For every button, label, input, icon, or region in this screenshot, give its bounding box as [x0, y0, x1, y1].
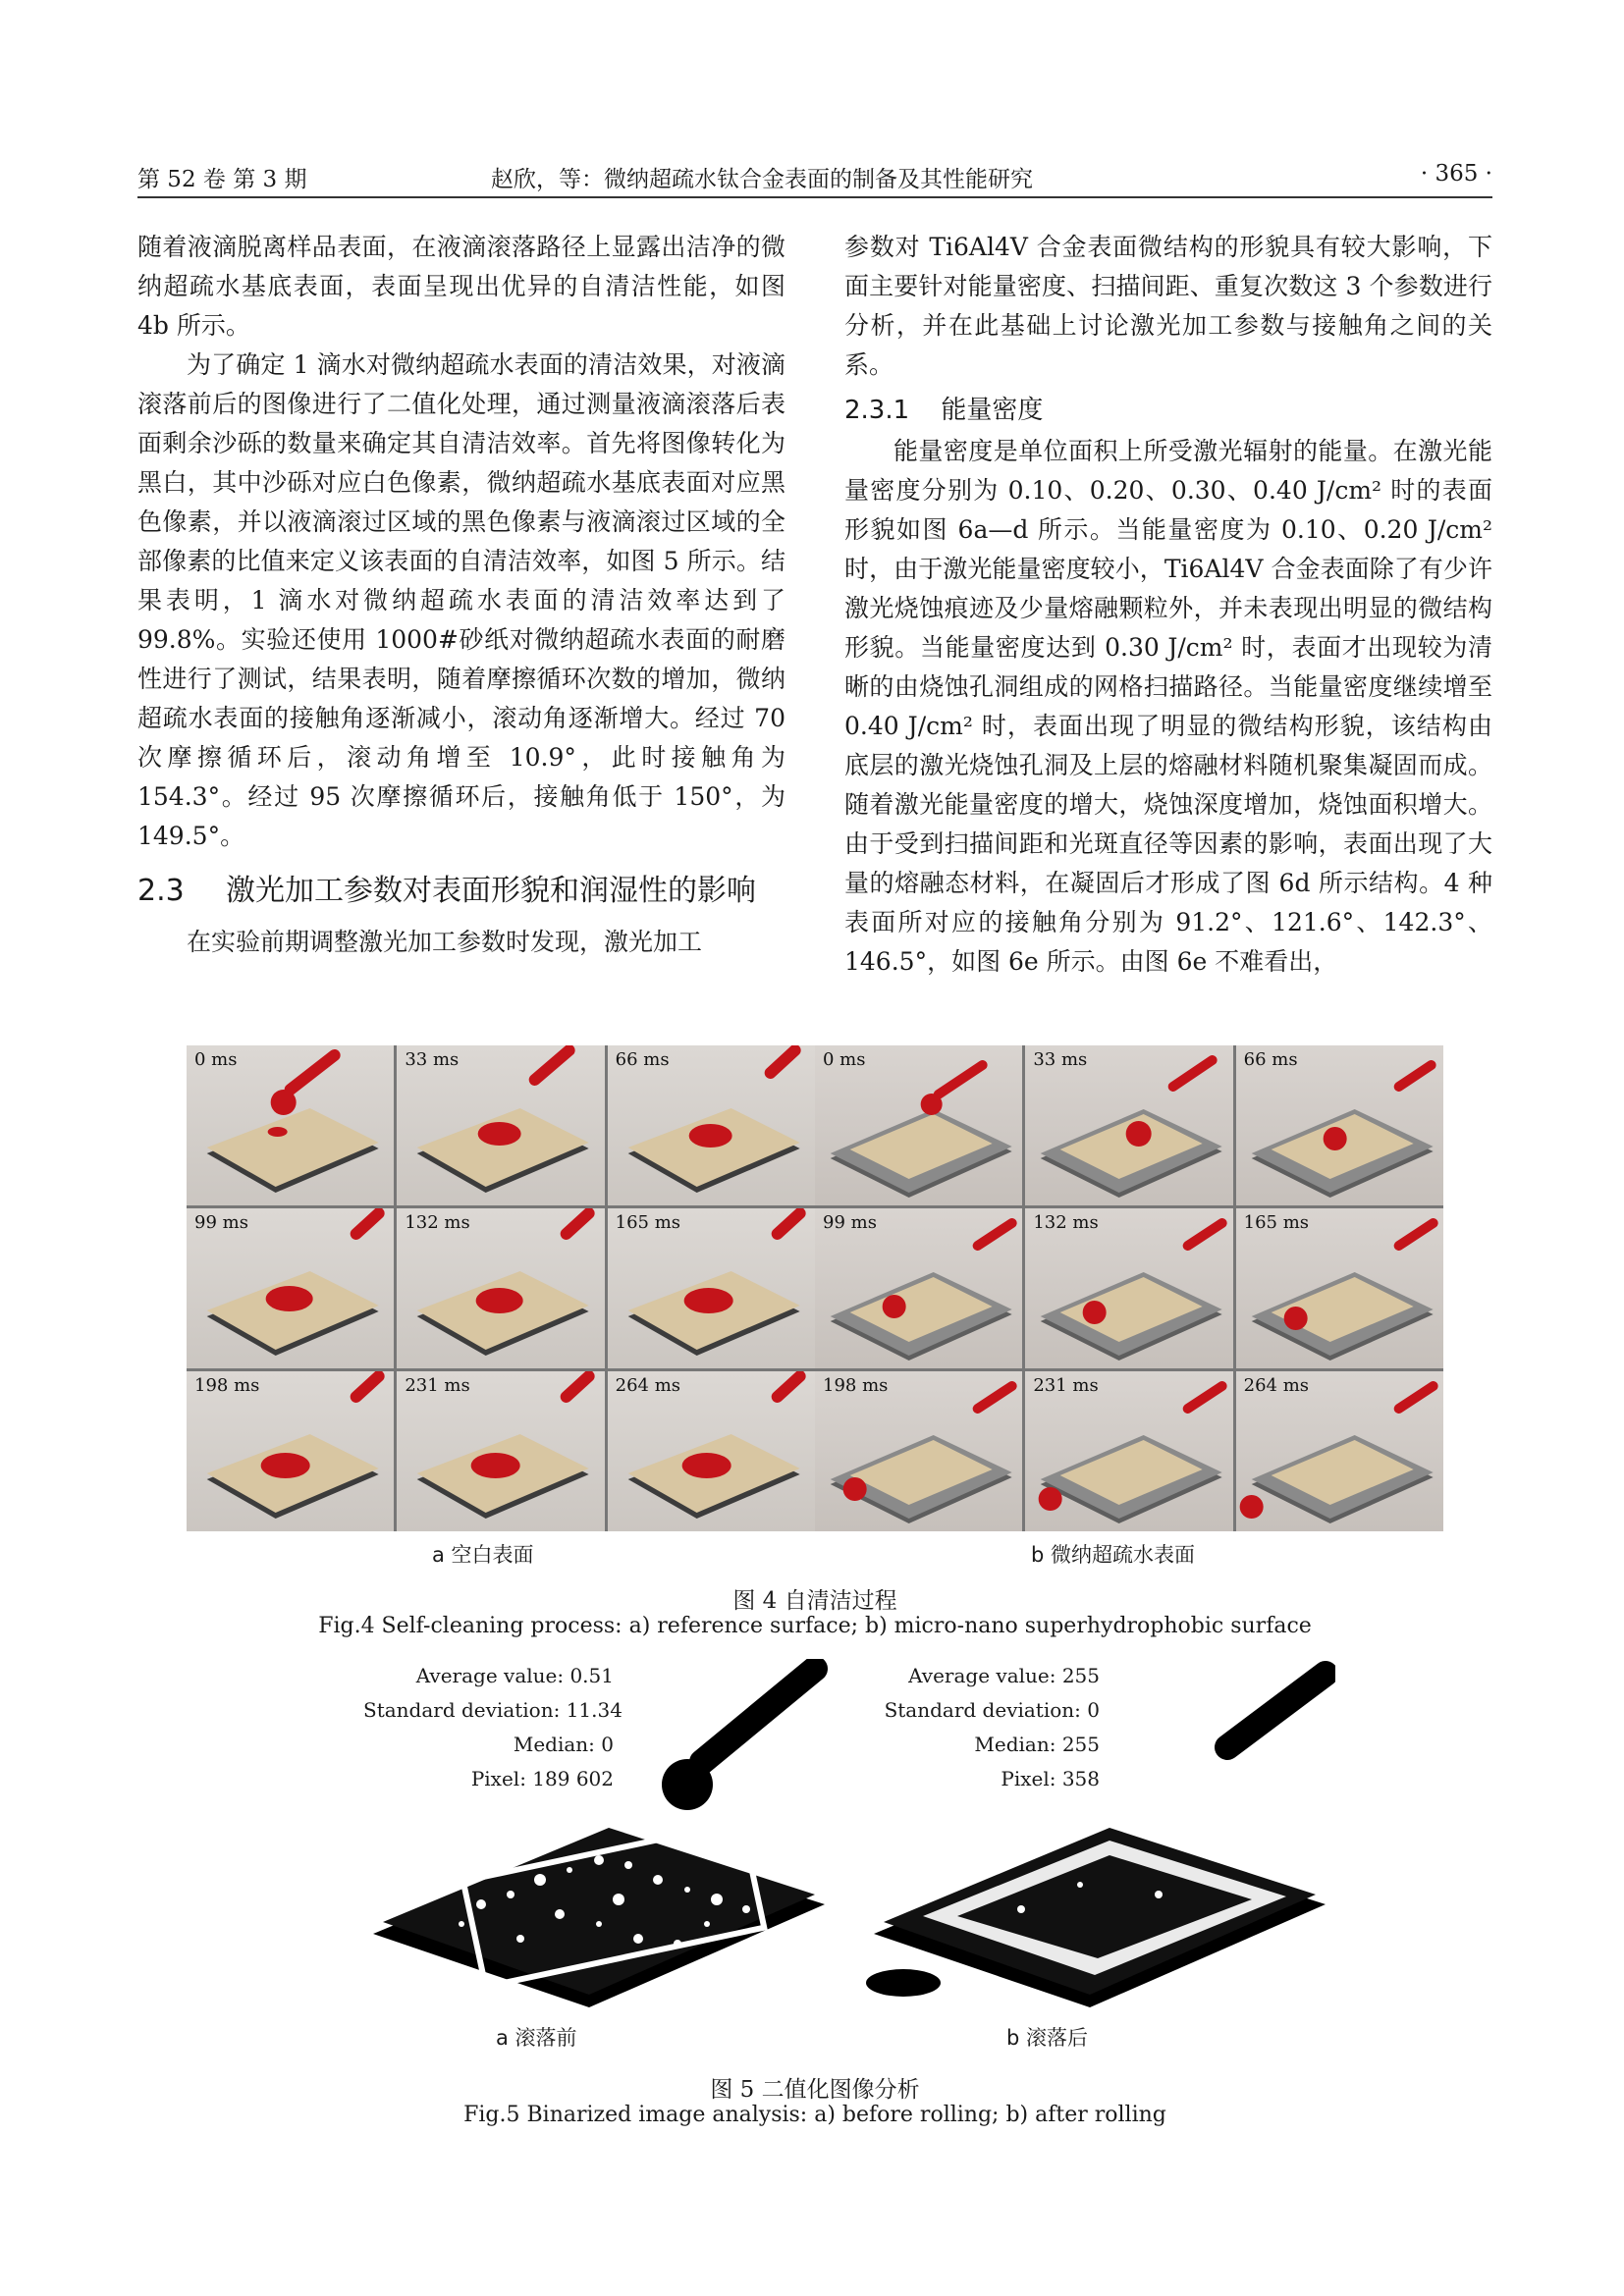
- right-column: [844, 228, 1492, 982]
- paragraph: 参数对 Ti6Al4V 合金表面微结构的形貌具有较大影响，下面主要针对能量密度、扫描间距、重复次数这 3 个参数进行分析，并在此基础上讨论激光加工参数与接触角之间的关系。: [844, 233, 1492, 379]
- section-title: 激光加工参数对表面形貌和润湿性的影响: [226, 874, 756, 908]
- frame-cell: [815, 1208, 1022, 1368]
- fig5-stats-before: [363, 1659, 623, 1796]
- stat-pixel: Pixel: 189 602: [470, 1767, 614, 1790]
- stat-average: Average value: 255: [908, 1664, 1100, 1687]
- time-label: 231 ms: [1033, 1375, 1099, 1396]
- fig4-subcaption-b: b 微纳超疏水表面: [1031, 1543, 1196, 1567]
- time-label: 264 ms: [1243, 1375, 1310, 1396]
- section-heading: [137, 870, 785, 913]
- subsection-heading: [844, 391, 1492, 430]
- time-label: 0 ms: [823, 1049, 866, 1070]
- time-label: 0 ms: [194, 1049, 238, 1070]
- fig5-subcaption-a: a 滚落前: [496, 2026, 577, 2050]
- frame-cell: [1025, 1371, 1232, 1531]
- time-label: 264 ms: [615, 1375, 681, 1396]
- subsection-title: 能量密度: [941, 396, 1044, 425]
- time-label: 165 ms: [615, 1212, 681, 1233]
- time-label: 33 ms: [405, 1049, 460, 1070]
- frame-cell: [397, 1045, 604, 1205]
- frame-cell: [1025, 1208, 1232, 1368]
- time-label: 132 ms: [1033, 1212, 1099, 1233]
- stat-median: Median: 255: [974, 1733, 1100, 1756]
- time-label: 33 ms: [1033, 1049, 1088, 1070]
- header-volume: 第 52 卷 第 3 期: [137, 167, 307, 192]
- frame-cell: [608, 1045, 815, 1205]
- paragraph: 在实验前期调整激光加工参数时发现，激光加工: [187, 928, 703, 956]
- time-label: 99 ms: [194, 1212, 248, 1233]
- time-label: 231 ms: [405, 1375, 470, 1396]
- time-label: 132 ms: [405, 1212, 470, 1233]
- fig4-panel-superhydrophobic: [815, 1045, 1443, 1531]
- header-title: 赵欣，等：微纳超疏水钛合金表面的制备及其性能研究: [491, 167, 1033, 192]
- fig5-subcaption-b: b 滚落后: [1006, 2026, 1089, 2050]
- frame-cell: [397, 1371, 604, 1531]
- frame-cell: [1236, 1371, 1443, 1531]
- fig4-caption-cn: 图 4 自清洁过程: [732, 1588, 897, 1614]
- frame-cell: [187, 1045, 394, 1205]
- frame-cell: [815, 1371, 1022, 1531]
- time-label: 165 ms: [1243, 1212, 1310, 1233]
- frame-cell: [397, 1208, 604, 1368]
- header-page-number: · 365 ·: [1420, 161, 1492, 187]
- paragraph: 为了确定 1 滴水对微纳超疏水表面的清洁效果，对液滴滚落前后的图像进行了二值化处理，通过测量液滴滚落后表面剩余沙砾的数量来确定其自清洁效率。首先将图像转化为黑白，其中沙砾对应白色像素，微纳超疏水基底表面对应黑色像素，并以液滴滚过区域的黑色像素与液滴滚过区域的全部像素的比值来定义该表面的自清洁效率，如图 5 所示。结果表明，1 滴水对微纳超疏水表面的清洁效率达到了 99.8%。实验还使用 1000#砂纸对微纳超疏水表面的耐磨性进行了测试，结果表明，随着摩擦循环次数的增加，微纳超疏水表面的接触角逐渐减小，滚动角逐渐增大。经过 70 次摩擦循环后，滚动角增至 10.9°，此时接触角为 154.3°。经过 95 次摩擦循环后，接触角低于 150°，为 149.5°。: [137, 350, 785, 850]
- left-column: [137, 228, 785, 962]
- time-label: 66 ms: [1243, 1049, 1298, 1070]
- frame-cell: [1236, 1208, 1443, 1368]
- time-label: 99 ms: [823, 1212, 877, 1233]
- frame-cell: [187, 1371, 394, 1531]
- fig5-caption-en: Fig.5 Binarized image analysis: a) before rolling; b) after rolling: [463, 2103, 1166, 2127]
- paragraph: 随着液滴脱离样品表面，在液滴滚落路径上显露出洁净的微纳超疏水基底表面，表面呈现出优异的自清洁性能，如图 4b 所示。: [137, 233, 785, 340]
- time-label: 198 ms: [823, 1375, 889, 1396]
- running-header: [137, 157, 1492, 198]
- stat-pixel: Pixel: 358: [1001, 1767, 1100, 1790]
- stat-median: Median: 0: [513, 1733, 614, 1756]
- fig5-caption-cn: 图 5 二值化图像分析: [710, 2077, 920, 2103]
- paragraph: 能量密度是单位面积上所受激光辐射的能量。在激光能量密度分别为 0.10、0.20、0.30、0.40 J/cm² 时的表面形貌如图 6a—d 所示。当能量密度为 0.10、0.20 J/cm² 时，由于激光能量密度较小，Ti6Al4V 合金表面除了有少许激光烧蚀痕迹及少量熔融颗粒外，并未表现出明显的微结构形貌。当能量密度达到 0.30 J/cm² 时，表面才出现较为清晰的由烧蚀孔洞组成的网格扫描路径。当能量密度继续增至 0.40 J/cm² 时，表面出现了明显的微结构形貌，该结构由底层的激光烧蚀孔洞及上层的熔融材料随机聚集凝固而成。随着激光能量密度的增大，烧蚀深度增加，烧蚀面积增大。由于受到扫描间距和光斑直径等因素的影响，表面出现了大量的熔融态材料，在凝固后才形成了图 6d 所示结构。4 种表面所对应的接触角分别为 91.2°、121.6°、142.3°、146.5°，如图 6e 所示。由图 6e 不难看出，: [844, 437, 1492, 976]
- frame-cell: [608, 1208, 815, 1368]
- stat-std: Standard deviation: 0: [884, 1698, 1100, 1722]
- frame-cell: [1025, 1045, 1232, 1205]
- frame-cell: [608, 1371, 815, 1531]
- subsection-number: 2.3.1: [844, 396, 910, 425]
- fig4-panel-reference: [187, 1045, 815, 1531]
- frame-cell: [187, 1208, 394, 1368]
- section-number: 2.3: [137, 874, 185, 908]
- stat-average: Average value: 0.51: [415, 1664, 614, 1687]
- fig4-subcaption-a: a 空白表面: [432, 1543, 534, 1567]
- frame-cell: [815, 1045, 1022, 1205]
- figure-4: [187, 1045, 1443, 1531]
- stat-std: Standard deviation: 11.34: [363, 1698, 623, 1722]
- time-label: 66 ms: [615, 1049, 670, 1070]
- fig5-stats-after: [864, 1659, 1100, 1796]
- time-label: 198 ms: [194, 1375, 260, 1396]
- frame-cell: [1236, 1045, 1443, 1205]
- fig4-caption-en: Fig.4 Self-cleaning process: a) reference surface; b) micro-nano superhydrophobic surface: [318, 1614, 1312, 1638]
